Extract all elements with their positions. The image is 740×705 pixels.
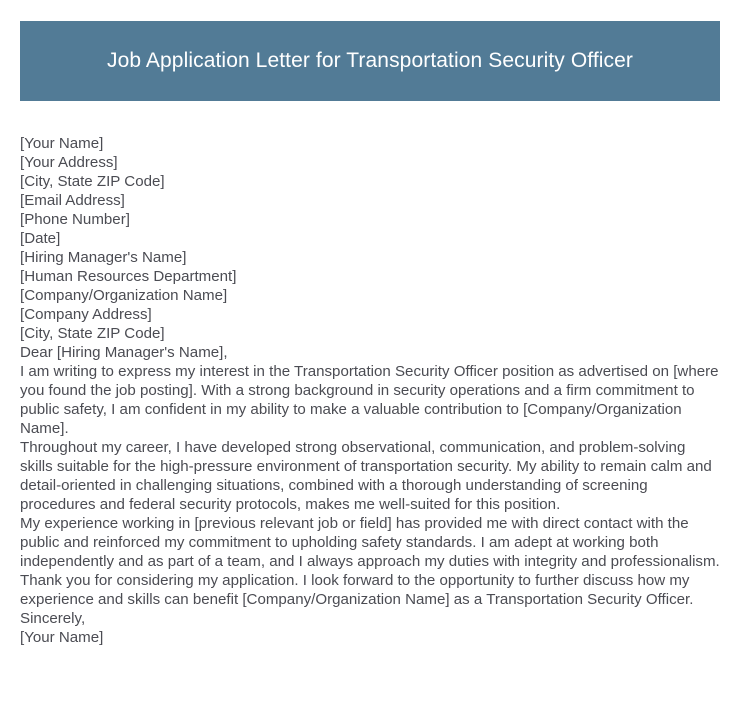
- page-title: Job Application Letter for Transportation Security Officer: [106, 49, 633, 73]
- body-paragraph-3: My experience working in [previous relevant job or field] has provided me with direct contact with the public and reinforced my commitment to upholding safety standards. I am adept at working both independently and as part of a team, and I always approach my duties with integrity and professionalism.: [20, 515, 720, 570]
- sender-line-email: [Email Address]: [20, 192, 125, 209]
- sender-line-date: [Date]: [20, 230, 61, 247]
- body-paragraph-4: Thank you for considering my application. I look forward to the opportunity to further discuss how my experience and skills can benefit [Company/Organization Name] as a Transportation Security Officer.: [20, 572, 694, 608]
- recipient-line-manager: [Hiring Manager's Name]: [20, 249, 187, 266]
- sender-line-phone: [Phone Number]: [20, 211, 130, 228]
- recipient-line-company: [Company/Organization Name]: [20, 287, 228, 304]
- recipient-line-address: [Company Address]: [20, 306, 152, 323]
- document-header-banner: [20, 21, 720, 101]
- sender-line-name: [Your Name]: [20, 135, 104, 152]
- body-paragraph-2: Throughout my career, I have developed strong observational, communication, and problem-solving skills suitable for the high-pressure environment of transportation security. My ability to remain calm and detail-oriented in challenging situations, combined with a thorough understanding of screening procedures and federal security protocols, makes me well-suited for this position.: [20, 439, 717, 513]
- recipient-line-department: [Human Resources Department]: [20, 268, 237, 285]
- sender-line-address: [Your Address]: [20, 154, 118, 171]
- signature: [Your Name]: [20, 629, 104, 646]
- closing: Sincerely,: [20, 610, 86, 627]
- body-paragraph-1: I am writing to express my interest in the Transportation Security Officer position as advertised on [where you found the job posting]. With a strong background in security operations and a firm commitment to public safety, I am confident in my ability to make a valuable contribution to [Company/Organization Name].: [20, 363, 723, 437]
- sender-line-city: [City, State ZIP Code]: [20, 173, 165, 190]
- recipient-line-city: [City, State ZIP Code]: [20, 325, 165, 342]
- letter-body: [20, 134, 723, 647]
- salutation: Dear [Hiring Manager's Name],: [20, 344, 228, 361]
